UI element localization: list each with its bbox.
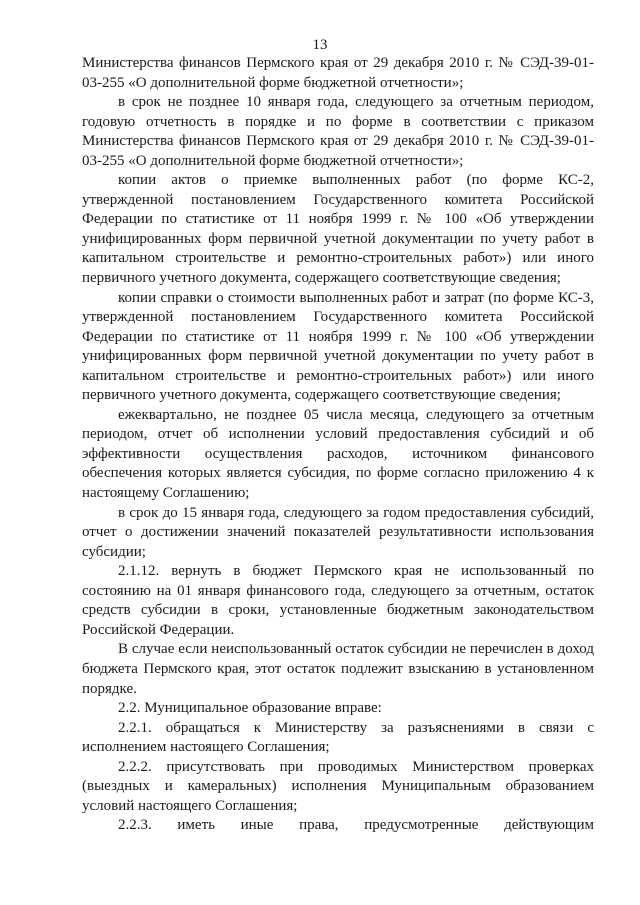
paragraph-clause-2-2-3: 2.2.3. иметь иные права, предусмотренные действующим: [118, 817, 594, 834]
paragraph-order-reference: Министерства финансов Пермского края от 29 декабря 2010 г. № СЭД-39-01-03-255 «О дополнительной форме бюджетной отчетности»;: [82, 55, 594, 91]
paragraph-ks2-acts: копии актов о приемке выполненных работ (по форме КС-2, утвержденной постановлением Государственного комитета Российской Федерации по статистике от 11 ноября 1999 г. № 100 «Об утверждении унифицированных форм первичной учетной документации по учету работ в капитальном строительстве и ремонтно-строительных работ») или иного первичного учетного документа, содержащего соответствующие сведения;: [82, 172, 594, 287]
paragraph-annual-reporting: в срок не позднее 10 января года, следующего за отчетным периодом, годовую отчетность в порядке и по форме в соответствии с приказом Министерства финансов Пермского края от 29 декабря 2010 г. № СЭД-39-01-03-255 «О дополнительной форме бюджетной отчетности»;: [82, 94, 594, 169]
paragraph-ks3-certificates: копии справки о стоимости выполненных работ и затрат (по форме КС-3, утвержденной постановлением Государственного комитета Российской Федерации по статистике от 11 ноября 1999 г. № 100 «Об утверждении унифицированных форм первичной учетной документации по учету работ в капитальном строительстве и ремонтно-строительных работ») или иного первичного учетного документа, содержащего соответствующие сведения;: [82, 289, 594, 404]
paragraph-performance-report: в срок до 15 января года, следующего за годом предоставления субсидий, отчет о достижении значений показателей результативности использования субсидии;: [82, 504, 594, 560]
document-body: [82, 54, 594, 836]
paragraph-clause-2-2-2: 2.2.2. присутствовать при проводимых Министерством проверках (выездных и камеральных) исполнения Муниципальным образованием условий настоящего Соглашения;: [82, 758, 594, 814]
paragraph-unused-balance: В случае если неиспользованный остаток субсидии не перечислен в доход бюджета Пермского края, этот остаток подлежит взысканию в установленном порядке.: [82, 641, 594, 697]
page-number: 13: [312, 37, 328, 53]
paragraph-clause-2-2: 2.2. Муниципальное образование вправе:: [118, 700, 382, 717]
paragraph-quarterly-report: ежеквартально, не позднее 05 числа месяца, следующего за отчетным периодом, отчет об исполнении условий предоставления субсидий и об эффективности осуществления расходов, источником финансового обеспечения которых является субсидия, по форме согласно приложению 4 к настоящему Соглашению;: [82, 406, 594, 502]
paragraph-clause-2-2-1: 2.2.1. обращаться к Министерству за разъяснениями в связи с исполнением настоящего Соглашения;: [82, 719, 594, 756]
paragraph-clause-2-1-12: 2.1.12. вернуть в бюджет Пермского края не использованный по состоянию на 01 января финансового года, следующего за отчетным, остаток средств субсидии в сроки, установленные бюджетным законодательством Российской Федерации.: [82, 563, 594, 638]
